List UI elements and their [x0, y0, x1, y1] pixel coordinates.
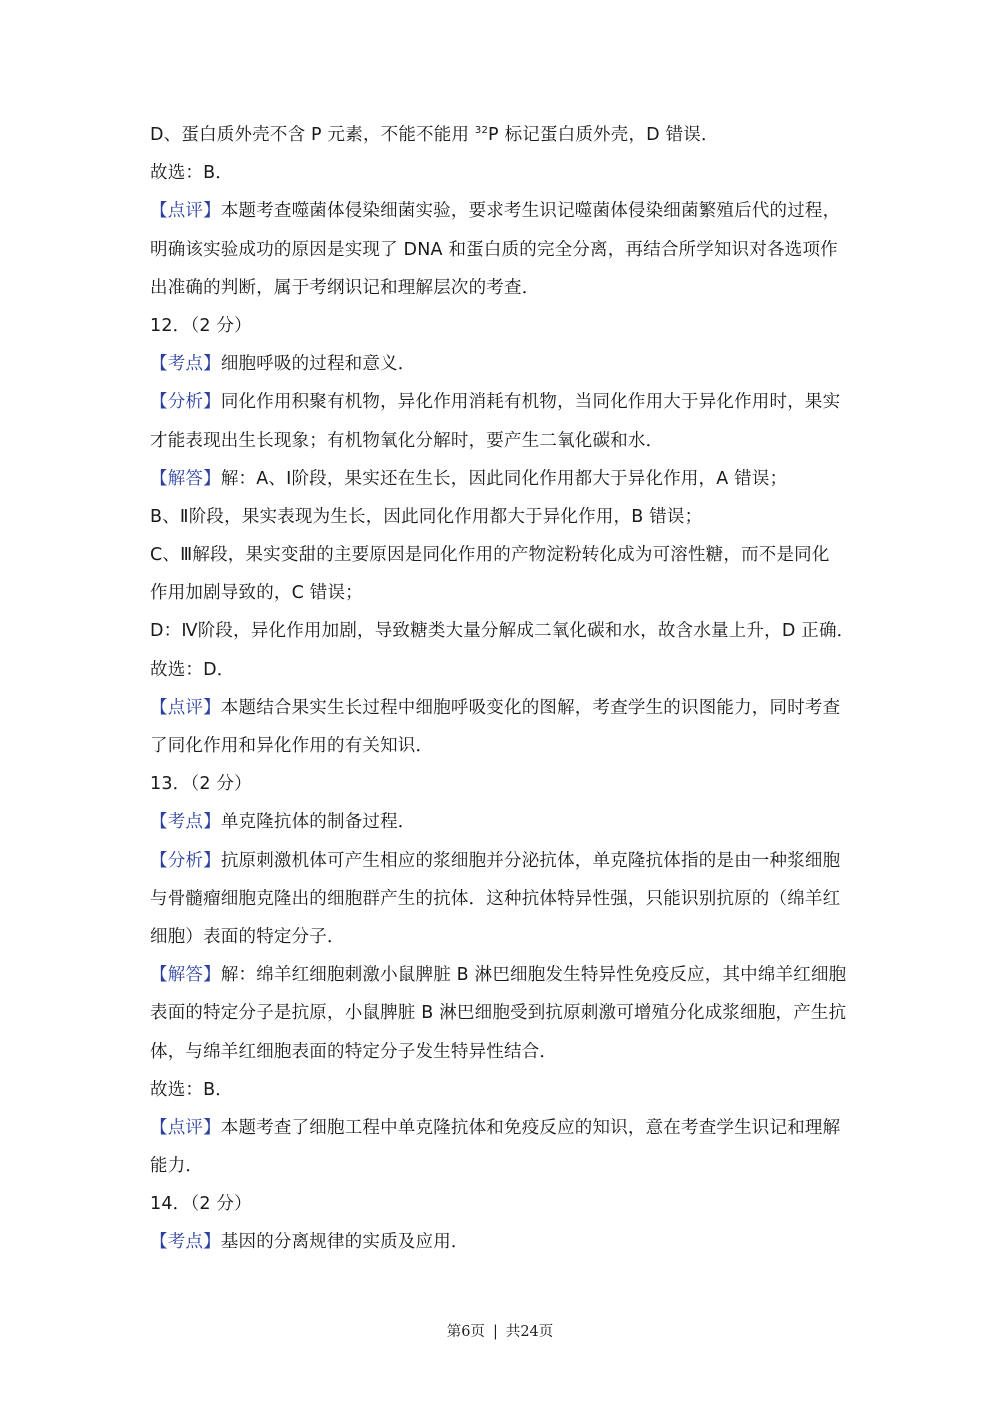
text-line [150, 460, 850, 498]
section-tag: 【分析】 [150, 392, 221, 413]
line-text: 13．（2 分） [150, 774, 252, 795]
text-line [150, 956, 850, 994]
line-text: 12．（2 分） [150, 315, 252, 336]
page-number: 第6页 [446, 1324, 485, 1340]
text-line [150, 422, 850, 460]
text-line [150, 269, 850, 307]
text-line [150, 1109, 850, 1147]
section-tag: 【点评】 [150, 697, 221, 718]
line-text: 单克隆抗体的制备过程． [220, 812, 416, 833]
document-body [150, 116, 855, 1262]
page-total: 共24页 [505, 1324, 554, 1340]
line-text: 14．（2 分） [150, 1194, 252, 1215]
text-line [150, 383, 850, 421]
text-line [150, 1223, 850, 1261]
section-tag: 【点评】 [150, 1117, 221, 1138]
line-text: 基因的分离规律的实质及应用． [220, 1232, 469, 1253]
line-text: 本题考查噬菌体侵染细菌实验，要求考生识记噬菌体侵染细菌繁殖后代的过程， [220, 201, 841, 222]
line-text: 本题结合果实生长过程中细胞呼吸变化的图解，考查学生的识图能力，同时考查 [220, 697, 841, 718]
text-line [150, 1033, 850, 1071]
line-text: 了同化作用和异化作用的有关知识． [150, 736, 434, 756]
section-tag: 【考点】 [150, 354, 221, 375]
line-text: D、蛋白质外壳不含 P 元素，不能不能用 [150, 125, 475, 145]
text-line [150, 192, 850, 230]
text-line [150, 498, 850, 536]
text-line [150, 651, 850, 689]
line-text: 细胞）表面的特定分子． [150, 926, 345, 947]
line-text: 出准确的判断，属于考纲识记和理解层次的考查． [150, 277, 540, 298]
text-line [150, 1147, 850, 1185]
text-line [150, 1071, 850, 1109]
text-line [150, 116, 850, 154]
line-text: 体，与绵羊红细胞表面的特定分子发生特异性结合． [150, 1041, 558, 1062]
line-text: 细胞呼吸的过程和意义． [220, 354, 416, 375]
text-line [150, 689, 850, 727]
line-text: 作用加剧导致的，C 错误； [150, 583, 363, 604]
superscript: 32 [474, 125, 489, 136]
line-text: B、Ⅱ阶段，果实表现为生长，因此同化作用都大于异化作用，B 错误； [150, 506, 703, 527]
section-tag: 【考点】 [150, 812, 221, 833]
line-text: 抗原刺激机体可产生相应的浆细胞并分泌抗体，单克隆抗体指的是由一种浆细胞 [220, 850, 841, 871]
text-line [150, 765, 850, 803]
text-line [150, 345, 850, 383]
text-line [150, 803, 850, 841]
line-text: 才能表现出生长现象；有机物氧化分解时，要产生二氧化碳和水． [150, 430, 664, 451]
text-line [150, 307, 850, 345]
page-footer [0, 1320, 1000, 1341]
line-text: 故选：D． [150, 659, 235, 680]
text-line [150, 727, 850, 765]
line-text: 解：绵羊红细胞刺激小鼠脾脏 B 淋巴细胞发生特异性免疫反应，其中绵羊红细胞 [220, 965, 847, 986]
section-tag: 【考点】 [150, 1232, 221, 1253]
line-text: D：Ⅳ阶段，异化作用加剧，导致糖类大量分解成二氧化碳和水，故含水量上升，D 正确． [150, 621, 855, 642]
text-line [150, 231, 850, 269]
line-text: 本题考查了细胞工程中单克隆抗体和免疫反应的知识，意在考查学生识记和理解 [220, 1117, 841, 1138]
text-line [150, 574, 850, 612]
line-text: 故选：B． [150, 163, 234, 184]
line-text: 故选：B． [150, 1079, 234, 1100]
text-line [150, 536, 850, 574]
section-tag: 【解答】 [150, 965, 221, 986]
line-text: 同化作用积聚有机物，异化作用消耗有机物，当同化作用大于异化作用时，果实 [220, 392, 841, 413]
line-text: 与骨髓瘤细胞克隆出的细胞群产生的抗体．这种抗体特异性强，只能识别抗原的（绵羊红 [150, 888, 841, 909]
text-line [150, 918, 850, 956]
line-text: P 标记蛋白质外壳，D 错误． [488, 125, 719, 145]
text-line [150, 612, 855, 650]
text-line [150, 842, 850, 880]
text-line [150, 880, 850, 918]
line-text: 表面的特定分子是抗原，小鼠脾脏 B 淋巴细胞受到抗原刺激可增殖分化成浆细胞，产生抗 [150, 1003, 847, 1024]
section-tag: 【点评】 [150, 201, 221, 222]
line-text: C、Ⅲ解段，果实变甜的主要原因是同化作用的产物淀粉转化成为可溶性糖，而不是同化 [150, 545, 830, 566]
text-line [150, 154, 850, 192]
line-text: 能力． [150, 1156, 204, 1177]
text-line [150, 1185, 850, 1223]
section-tag: 【分析】 [150, 850, 221, 871]
line-text: 明确该实验成功的原因是实现了 DNA 和蛋白质的完全分离，再结合所学知识对各选项作 [150, 239, 838, 260]
line-text: 解：A、Ⅰ阶段，果实还在生长，因此同化作用都大于异化作用，A 错误； [220, 468, 788, 489]
section-tag: 【解答】 [150, 468, 221, 489]
text-line [150, 994, 850, 1032]
footer-separator: | [492, 1324, 498, 1340]
